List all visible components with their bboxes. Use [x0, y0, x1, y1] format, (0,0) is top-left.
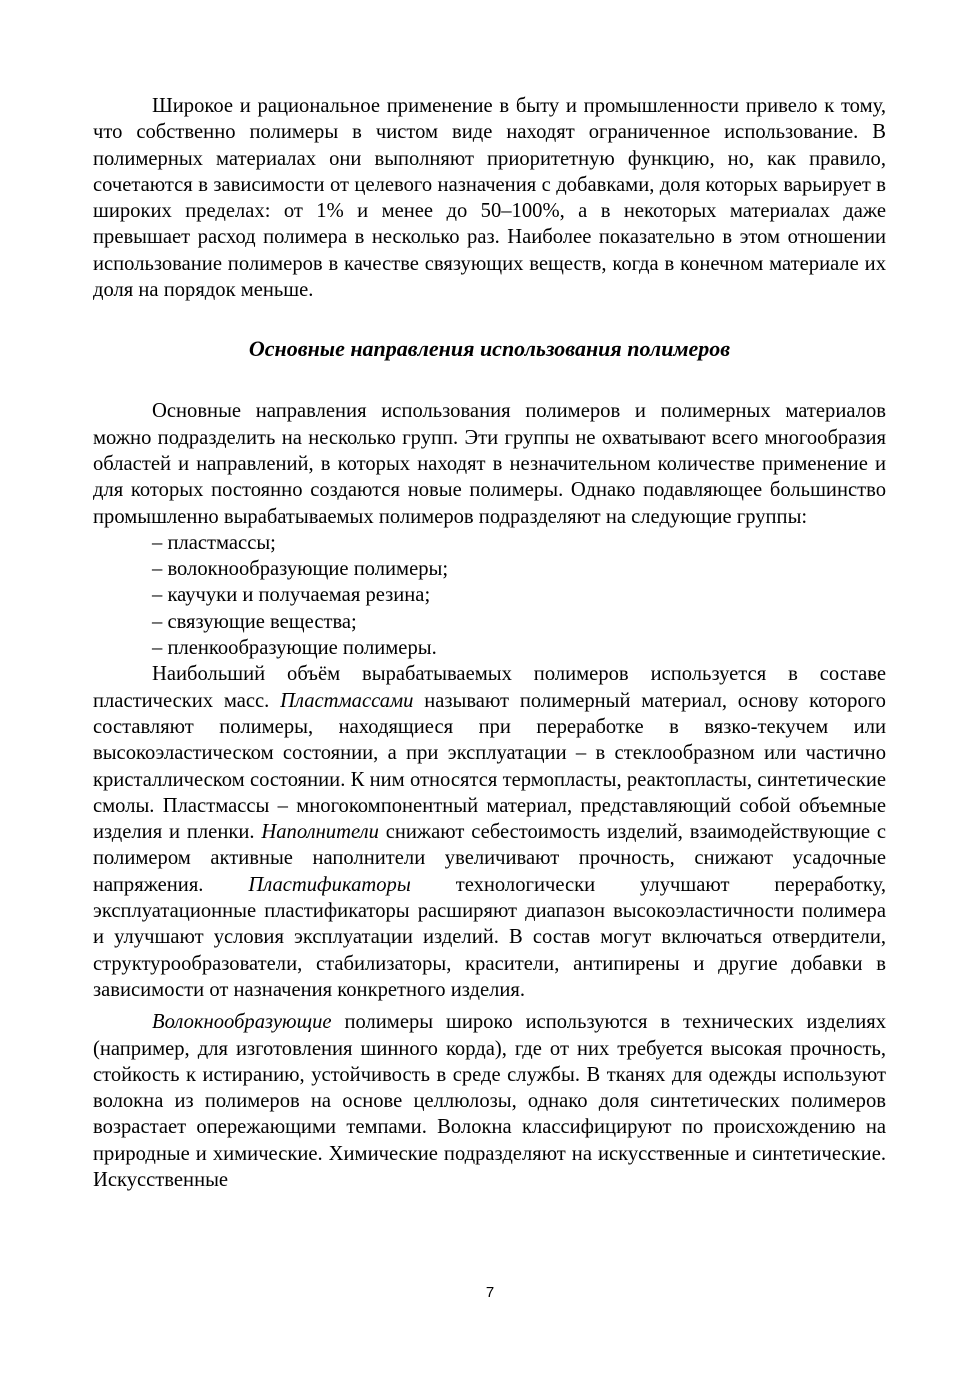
- list-item: – каучуки и получаемая резина;: [152, 584, 431, 607]
- page-number: 7: [485, 1284, 495, 1301]
- document-page: [93, 93, 886, 1193]
- term-fiber-forming: Волокнообразующие: [152, 1011, 332, 1034]
- list-item: – волокнообразующие полимеры;: [152, 558, 449, 581]
- section-heading: Основные направления использования полимеров: [248, 336, 731, 362]
- plastics-paragraph: [93, 661, 886, 1003]
- plastics-text-3: снижают себестоимость изделий, взаимодействующие с полимером активные наполнители увеличивают прочность, снижают усадочные напряжения.: [93, 821, 886, 896]
- list-item: – пластмассы;: [152, 531, 276, 554]
- plastics-text-4: технологически улучшают переработку, эксплуатационные пластификаторы расширяют диапазон высокоэластичности полимера и улучшают условия эксплуатации изделий. В состав могут включаться отвердители, структурообразователи, стабилизаторы, красители, антипирены и другие добавки в зависимости от назначения конкретного изделия.: [93, 873, 886, 1001]
- fibers-text: полимеры широко используются в технических изделиях (например, для изготовления шинного корда), где от них требуется высокая прочность, стойкость к истиранию, устойчивость в среде службы. В тканях для одежды используют волокна из полимеров на основе целлюлозы, однако доля синтетических полимеров возрастает опережающими темпами. Волокна классифицируют по происхождению на природные и химические. Химические подразделяют на искусственные и синтетические. Искусственные: [93, 1011, 886, 1191]
- term-plastics: Пластмассами: [280, 689, 414, 712]
- term-fillers: Наполнители: [261, 821, 379, 844]
- fibers-paragraph: [93, 1009, 886, 1193]
- groups-paragraph: Основные направления использования полимеров и полимерных материалов можно подразделить на несколько групп. Эти группы не охватывают всего многообразия областей и направлений, в которых находят в незначительном количестве применение и для которых постоянно создаются новые полимеры. Однако подавляющее большинство промышленно вырабатываемых полимеров подразделяют на следующие группы:: [93, 400, 886, 528]
- groups-list: [93, 530, 886, 661]
- plastics-text-2: называют полимерный материал, основу которого составляют полимеры, находящиеся при переработке в вязко-текучем или высокоэластическом состоянии, а при эксплуатации – в стеклообразном или частично кристаллическом состоянии. К ним относятся термопласты, реактопласты, синтетические смолы. Пластмассы – многокомпонентный материал, представляющий собой объемные изделия и пленки.: [93, 689, 886, 844]
- plastics-text-1: Наибольший объём вырабатываемых полимеров используется в составе пластических масс.: [93, 663, 886, 712]
- list-item: – пленкообразующие полимеры.: [152, 637, 437, 660]
- term-plasticizers: Пластификаторы: [248, 873, 411, 896]
- list-item: – связующие вещества;: [152, 610, 357, 633]
- intro-paragraph: Широкое и рациональное применение в быту и промышленности привело к тому, что собственно полимеры в чистом виде находят ограниченное использование. В полимерных материалах они выполняют приоритетную функцию, но, как правило, сочетаются в зависимости от целевого назначения с добавками, доля которых варьирует в широких пределах: от 1% и менее до 50–100%, а в некоторых материалах даже превышает расход полимера в несколько раз. Наиболее показательно в этом отношении использование полимеров в качестве связующих веществ, когда в конечном материале их доля на порядок меньше.: [93, 95, 886, 302]
